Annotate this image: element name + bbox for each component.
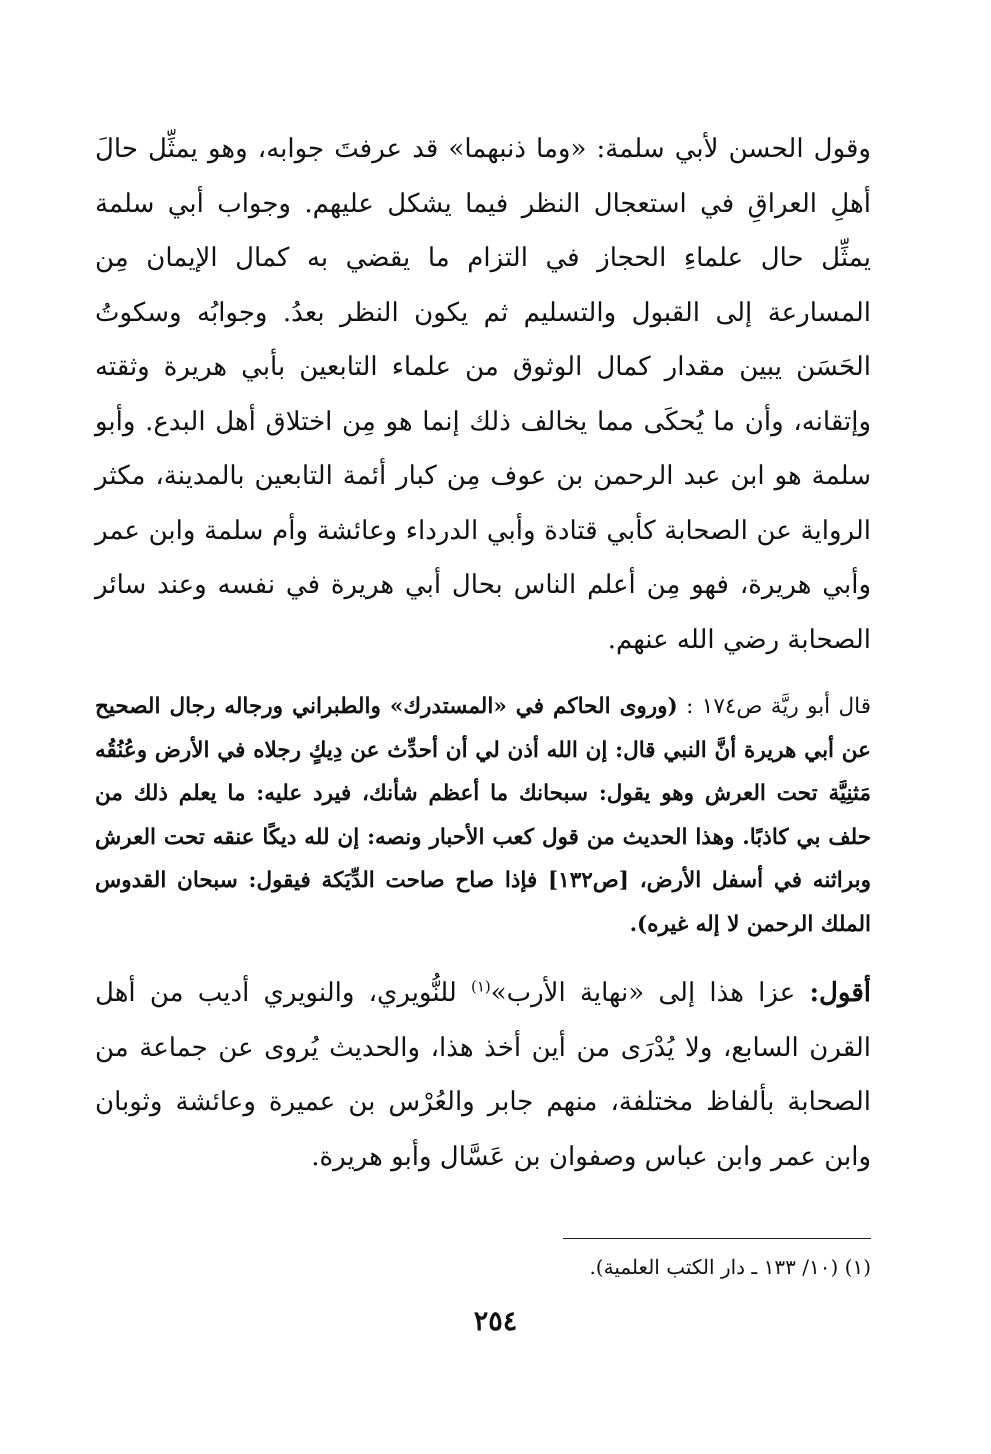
quote-intro: قال أبو ريَّة ص١٧٤ : [686, 694, 871, 719]
response-lead: أقول: [809, 978, 872, 1008]
quoted-passage [95, 685, 871, 946]
quote-body: (وروى الحاكم في «المستدرك» والطبراني ورجاله رجال الصحيح عن أبي هريرة أنَّ النبي قال: إن الله أذن لي أن أحدِّث عن دِيكٍ رجلاه في الأرض وعُنُقُه مَثنِيَّة تحت العرش وهو يقول: سبحانك ما أعظم شأنك، فيرد عليه: ما يعلم ذلك من حلف بي كاذبًا. وهذا الحديث من قول كعب الأحبار ونصه: إن لله ديكًا عنقه تحت العرش وبراثنه في أسفل الأرض، [ص١٣٢] فإذا صاح صاحت الدِّيَكة فيقول: سبحان القدوس الملك الرحمن لا إله غيره). [95, 694, 872, 937]
footnote: (١) (١٠/ ١٣٣ ـ دار الكتب العلمية). [589, 1255, 871, 1279]
page-number: ٢٥٤ [473, 1306, 518, 1337]
paragraph-response [95, 966, 871, 1184]
response-text-rest: للنُّويري، والنويري أديب من أهل القرن السابع، ولا يُدْرَى من أين أخذ هذا، والحديث يُروى عن جماعة من الصحابة بألفاظ مختلفة، منهم جابر والعُرْس بن عميرة وعائشة وثوبان وابن عمر وابن عباس وصفوان بن عَسَّال وأبو هريرة. [95, 978, 871, 1172]
response-text-start: عزا هذا إلى «نهاية الأرب» [490, 978, 796, 1008]
footnote-divider [563, 1238, 871, 1239]
footnote-reference: (١) [470, 977, 491, 996]
paragraph-main: وقول الحسن لأبي سلمة: «وما ذنبهما» قد عرفتَ جوابه، وهو يمثِّل حالَ أهلِ العراقِ في استعجال النظر فيما يشكل عليهم. وجواب أبي سلمة يمثِّل حال علماءِ الحجاز في التزام ما يقضي به كمال الإيمان مِن المسارعة إلى القبول والتسليم ثم يكون النظر بعدُ. وجوابُه وسكوتُ الحَسَن يبين مقدار كمال الوثوق من علماء التابعين بأبي هريرة وثقته وإتقانه، وأن ما يُحكَى مما يخالف ذلك إنما هو مِن اختلاق أهل البدع. وأبو سلمة هو ابن عبد الرحمن بن عوف مِن كبار أئمة التابعين بالمدينة، مكثر الرواية عن الصحابة كأبي قتادة وأبي الدرداء وعائشة وأم سلمة وابن عمر وأبي هريرة، فهو مِن أعلم الناس بحال أبي هريرة في نفسه وعند سائر الصحابة رضي الله عنهم. [95, 134, 871, 655]
